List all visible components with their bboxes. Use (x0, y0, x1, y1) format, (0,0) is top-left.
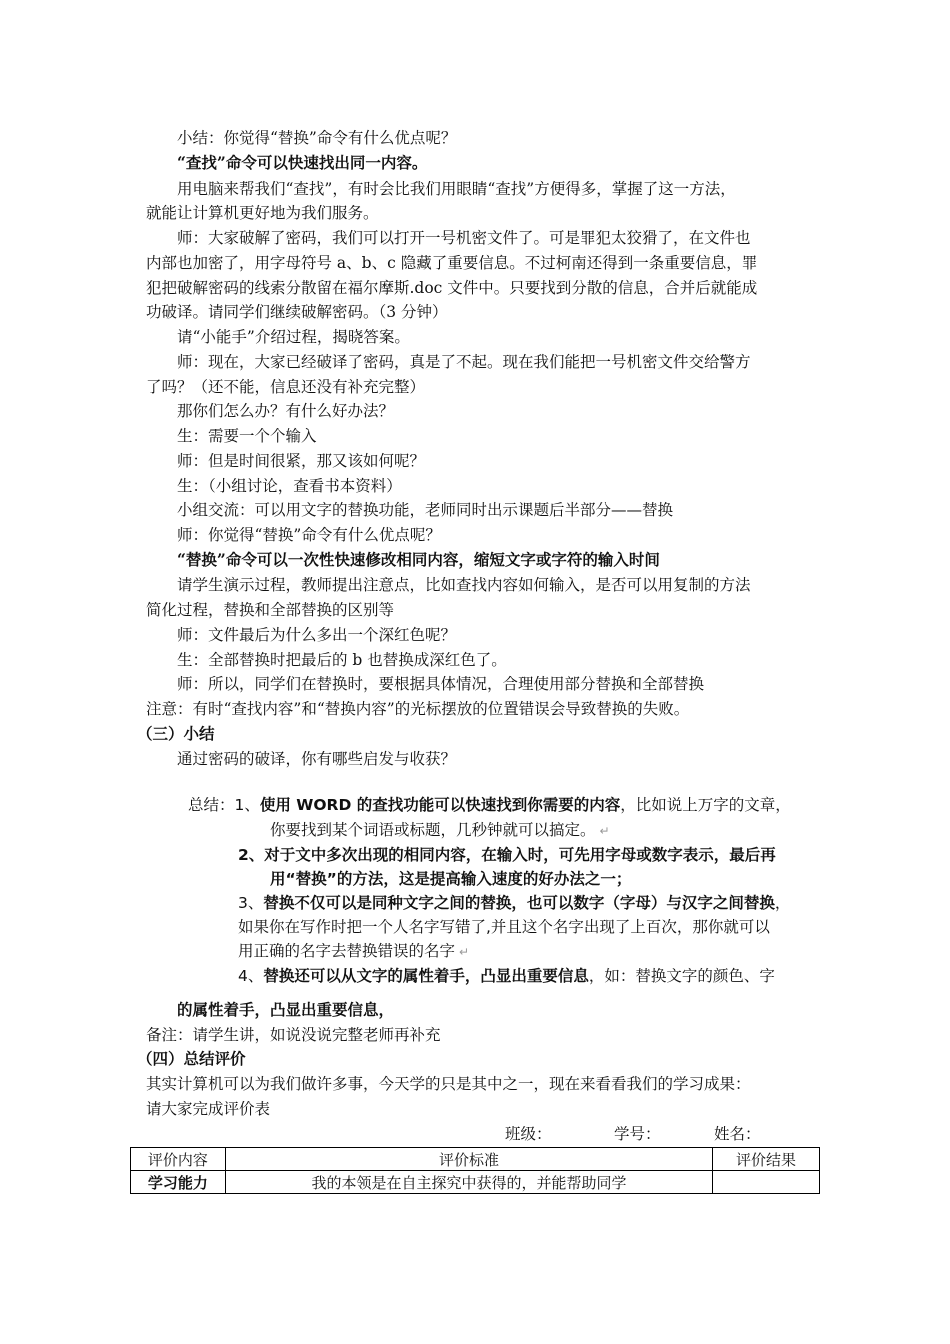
summary-bold: 替换还可以从文字的属性着手，凸显出重要信息 (263, 967, 589, 985)
summary-line: 2、对于文中多次出现的相同内容，在输入时，可先用字母或数字表示，最后再 (238, 846, 776, 864)
text-line: 请学生演示过程，教师提出注意点，比如查找内容如何输入，是否可以用复制的方法 (177, 576, 751, 594)
paragraph-mark-icon: ↵ (459, 945, 470, 959)
paragraph-mark-icon: ↵ (599, 824, 610, 838)
text-line: 犯把破解密码的线索分散留在福尔摩斯.doc 文件中。只要找到分散的信息，合并后就能成 (146, 279, 758, 297)
text-line: 注意：有时“查找内容”和“替换内容”的光标摆放的位置错误会导致替换的失败。 (146, 700, 690, 718)
section-heading: （三）小结 (137, 724, 215, 743)
text-line: 了吗？（还不能，信息还没有补充完整） (146, 378, 426, 396)
text-line: 师：但是时间很紧，那又该如何呢？ (177, 452, 426, 470)
text-line: 其实计算机可以为我们做许多事，今天学的只是其中之一，现在来看看我们的学习成果： (146, 1075, 751, 1093)
text-line: 功破译。请同学们继续破解密码。（3 分钟） (146, 303, 448, 321)
table-cell: 我的本领是在自主探究中获得的，并能帮助同学 (225, 1171, 712, 1194)
text-line: 小组交流：可以用文字的替换功能，老师同时出示课题后半部分——替换 (177, 501, 674, 519)
table-header-cell: 评价结果 (713, 1148, 820, 1171)
summary-line (238, 941, 469, 962)
text-line: 师：所以，同学们在替换时，要根据具体情况，合理使用部分替换和全部替换 (177, 675, 705, 693)
section-heading: （四）总结评价 (137, 1049, 246, 1068)
summary-text: ，比如说上万字的文章， (620, 796, 791, 814)
student-number-label: 学号： (614, 1125, 661, 1143)
summary-prefix: 3、 (238, 894, 264, 912)
text-line: 小结：你觉得“替换”命令有什么优点呢？ (177, 129, 457, 147)
text-line: 通过密码的破译，你有哪些启发与收获？ (177, 750, 457, 768)
bold-text-line: 的属性着手，凸显出重要信息， (177, 1000, 395, 1019)
summary-prefix: 总结：1、 (188, 796, 260, 814)
table-cell: 学习能力 (131, 1171, 226, 1194)
table-header-cell: 评价内容 (131, 1148, 226, 1171)
text-line: 生：（小组讨论，查看书本资料） (177, 477, 402, 495)
class-label: 班级： (505, 1125, 552, 1143)
text-line: 师：你觉得“替换”命令有什么优点呢？ (177, 526, 441, 544)
text-line: 内部也加密了，用字母符号 a、b、c 隐藏了重要信息。不过柯南还得到一条重要信息，罪 (146, 254, 758, 272)
summary-text: ， (774, 894, 791, 912)
text-line: 生：需要一个个输入 (177, 427, 317, 445)
summary-line (188, 795, 791, 815)
text-line: 请“小能手”介绍过程，揭晓答案。 (177, 328, 410, 346)
table-row (131, 1171, 820, 1194)
table-cell[interactable] (713, 1171, 820, 1194)
bold-text-line: “查找”命令可以快速找出同一内容。 (177, 153, 428, 172)
text-line: 备注：请学生讲，如说没说完整老师再补充 (146, 1026, 441, 1044)
summary-bold: 替换不仅可以是同种文字之间的替换，也可以数字（字母）与汉字之间替换 (263, 894, 775, 912)
text-line: 请大家完成评价表 (146, 1100, 271, 1118)
text-line: 师：文件最后为什么多出一个深红色呢？ (177, 626, 457, 644)
text-line: 那你们怎么办？有什么好办法？ (177, 402, 395, 420)
summary-line: 用“替换”的方法，这是提高输入速度的好办法之一； (270, 870, 632, 888)
table-header-row (131, 1148, 820, 1171)
summary-line (270, 820, 610, 841)
text-line: 师：现在，大家已经破译了密码，真是了不起。现在我们能把一号机密文件交给警方 (177, 353, 751, 371)
summary-line: 如果你在写作时把一个人名字写错了,并且这个名字出现了上百次，那你就可以 (238, 918, 770, 936)
summary-text: 用正确的名字去替换错误的名字 (238, 942, 456, 960)
text-line: 用电脑来帮我们“查找”，有时会比我们用眼睛“查找”方便得多，掌握了这一方法， (177, 180, 736, 198)
summary-text: 你要找到某个词语或标题，几秒钟就可以搞定。 (270, 821, 596, 839)
evaluation-table (130, 1147, 820, 1194)
summary-text: ，如：替换文字的颜色、字 (588, 967, 775, 985)
text-line: 师：大家破解了密码，我们可以打开一号机密文件了。可是罪犯太狡猾了，在文件也 (177, 229, 751, 247)
text-line: 简化过程，替换和全部替换的区别等 (146, 601, 395, 619)
table-header-cell: 评价标准 (225, 1148, 712, 1171)
bold-text-line: “替换”命令可以一次性快速修改相同内容，缩短文字或字符的输入时间 (177, 550, 660, 569)
summary-prefix: 4、 (238, 967, 264, 985)
text-line: 就能让计算机更好地为我们服务。 (146, 204, 379, 222)
text-line: 生：全部替换时把最后的 b 也替换成深红色了。 (177, 651, 507, 669)
name-label: 姓名： (714, 1125, 761, 1143)
summary-line (238, 893, 790, 913)
summary-bold: 使用 WORD 的查找功能可以快速找到你需要的内容 (259, 796, 621, 814)
summary-line (238, 966, 775, 986)
